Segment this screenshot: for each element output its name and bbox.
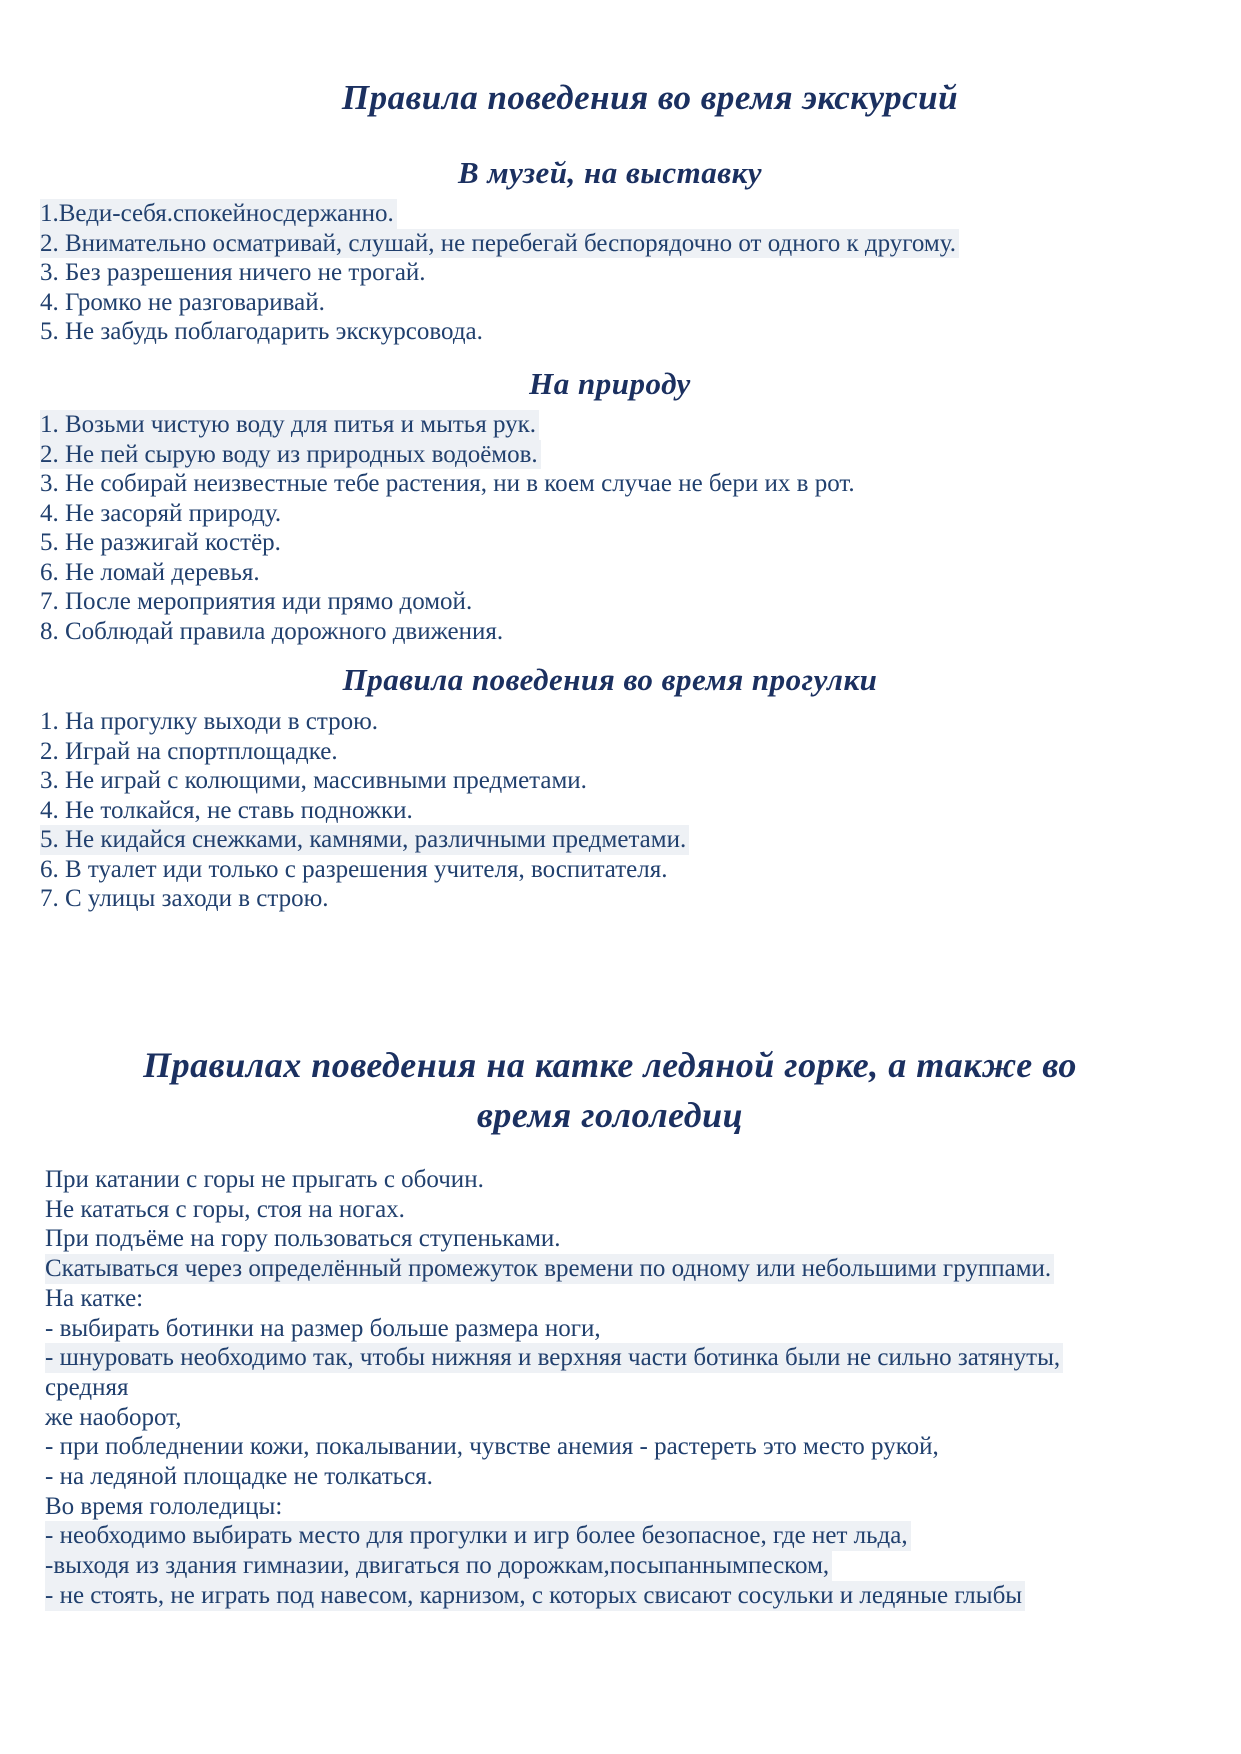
paragraph-line: средняя	[45, 1373, 129, 1401]
paragraph-line: При катании с горы не прыгать с обочин.	[45, 1166, 484, 1193]
paragraph-line: -выходя из здания гимназии, двигаться по дорожкам,посыпаннымпеском,	[45, 1551, 832, 1581]
paragraph-line: На катке:	[45, 1284, 144, 1312]
ice-heading-line2: время гололедиц	[476, 1095, 744, 1135]
paragraph-line: же наоборот,	[45, 1403, 182, 1431]
list-item: 8. Соблюдай правила дорожного движения.	[40, 617, 504, 645]
list-item: 5. Не разжигай костёр.	[40, 529, 281, 556]
paragraph-line: Скатываться через определённый промежуток времени по одному или небольшими группами.	[45, 1254, 1054, 1284]
paragraph-line: - выбирать ботинки на размер больше размера ноги,	[45, 1314, 601, 1342]
list-walk	[40, 707, 689, 914]
list-item: 1.Веди-себя.спокейносдержанно.	[40, 199, 397, 229]
list-item: 4. Громко не разговаривай.	[40, 288, 325, 316]
list-item: 2. Не пей сырую воду из природных водоёмов.	[40, 440, 541, 470]
section-heading-walk: Правила поведения во время прогулки	[342, 662, 878, 697]
list-item: 5. Не забудь поблагодарить экскурсовода.	[40, 318, 483, 345]
document-title: Правила поведения во время экскурсий	[341, 78, 959, 117]
list-item: 2. Внимательно осматривай, слушай, не перебегай беспорядочно от одного к другому.	[40, 229, 959, 259]
list-nature	[40, 410, 858, 646]
paragraph-line: При подъёме на гору пользоваться ступеньками.	[45, 1225, 561, 1253]
list-item: 5. Не кидайся снежками, камнями, различными предметами.	[40, 825, 689, 855]
ice-heading-line1: Правилах поведения на катке ледяной горке, а также во	[143, 1045, 1077, 1085]
paragraph-line: - на ледяной площадке не толкаться.	[45, 1463, 433, 1491]
list-item: 4. Не засоряй природу.	[40, 499, 282, 527]
paragraph-line: - необходимо выбирать место для прогулки и игр более безопасное, где нет льда,	[45, 1521, 911, 1551]
list-item: 7. После мероприятия иди прямо домой.	[40, 588, 473, 615]
paragraph-line: - при побледнении кожи, покалывании, чувстве анемия - растереть это место рукой,	[45, 1433, 939, 1461]
list-item: 1. Возьми чистую воду для питья и мытья рук.	[40, 410, 539, 440]
list-museum	[40, 199, 959, 347]
list-item: 6. В туалет иди только с разрешения учителя, воспитателя.	[40, 855, 668, 883]
section-heading-nature: На природу	[529, 366, 691, 401]
list-item: 3. Не собирай неизвестные тебе растения, ни в коем случае не бери их в рот.	[40, 470, 855, 497]
paragraph-line: - не стоять, не играть под навесом, карнизом, с которых свисают сосульки и ледяные глыбы	[45, 1581, 1025, 1611]
list-item: 4. Не толкайся, не ставь подножки.	[40, 796, 413, 824]
list-item: 3. Без разрешения ничего не трогай.	[40, 259, 426, 286]
ice-rules-paragraph	[45, 1165, 1063, 1611]
list-item: 6. Не ломай деревья.	[40, 558, 260, 586]
section-heading-museum: В музей, на выставку	[457, 155, 763, 190]
paragraph-line: - шнуровать необходимо так, чтобы нижняя и верхняя части ботинка были не сильно затянуты,	[45, 1343, 1063, 1373]
list-item: 1. На прогулку выходи в строю.	[40, 708, 379, 735]
paragraph-line: Не кататься с горы, стоя на ногах.	[45, 1195, 405, 1223]
paragraph-line: Во время гололедицы:	[45, 1492, 283, 1520]
list-item: 7. С улицы заходи в строю.	[40, 885, 329, 912]
list-item: 3. Не играй с колющими, массивными предметами.	[40, 767, 587, 794]
list-item: 2. Играй на спортплощадке.	[40, 737, 338, 765]
section-heading-ice	[40, 1040, 1180, 1140]
